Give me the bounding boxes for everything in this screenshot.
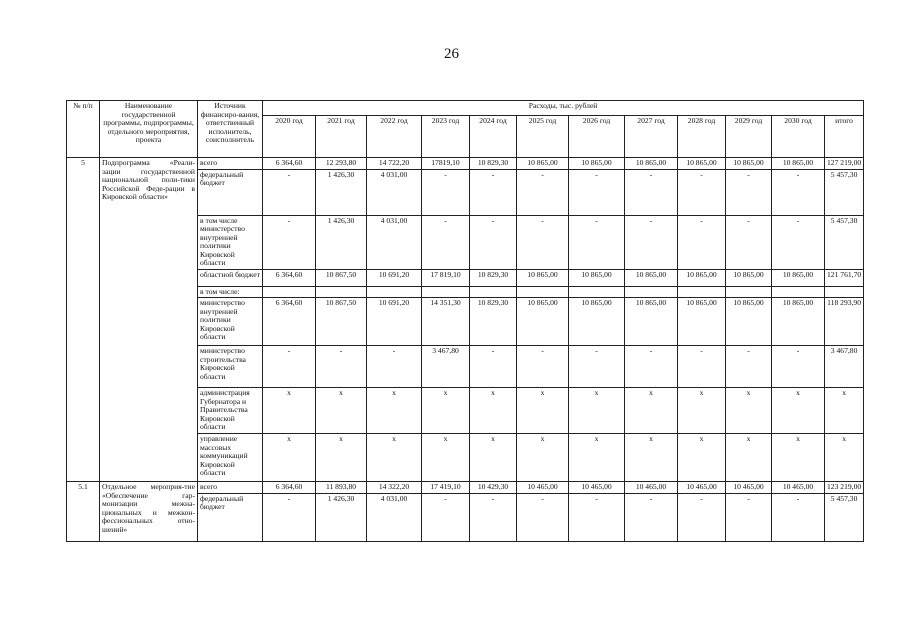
expense-value: - — [263, 169, 316, 215]
expense-value: x — [625, 434, 678, 482]
expense-value — [367, 286, 422, 298]
expense-value: - — [470, 215, 517, 269]
header-year: 2022 год — [367, 116, 422, 158]
expense-value: 17 419,10 — [422, 482, 470, 494]
expense-value: - — [625, 169, 678, 215]
expense-value: 121 761,70 — [825, 269, 864, 286]
expense-value: 10 865,00 — [625, 298, 678, 346]
expense-value: x — [470, 388, 517, 434]
expense-value: 14 722,20 — [367, 158, 422, 170]
expense-value — [726, 286, 772, 298]
expense-value: - — [367, 346, 422, 388]
funding-source: всего — [198, 482, 263, 494]
expense-value: x — [517, 434, 569, 482]
expense-value — [470, 286, 517, 298]
header-year: итого — [825, 116, 864, 158]
expense-value: - — [678, 493, 726, 541]
expense-value: 10 865,00 — [569, 269, 625, 286]
expense-value: - — [517, 215, 569, 269]
expense-value: x — [422, 388, 470, 434]
expense-value: 10 865,00 — [569, 158, 625, 170]
expense-value: 10 829,30 — [470, 298, 517, 346]
expense-value: - — [772, 346, 825, 388]
expense-value: - — [772, 215, 825, 269]
expense-value: 10 865,00 — [678, 298, 726, 346]
expense-value: - — [625, 493, 678, 541]
expense-value — [422, 286, 470, 298]
expense-value: 5 457,30 — [825, 215, 864, 269]
expense-value: 10 865,00 — [517, 269, 569, 286]
expense-value: - — [726, 493, 772, 541]
expense-value: - — [726, 346, 772, 388]
expense-value: 10 865,00 — [517, 158, 569, 170]
funding-source: федеральный бюджет — [198, 493, 263, 541]
expense-value: 12 293,80 — [316, 158, 367, 170]
expense-value: - — [678, 215, 726, 269]
funding-source: всего — [198, 158, 263, 170]
expense-value: - — [772, 493, 825, 541]
expense-value: 1 426,30 — [316, 215, 367, 269]
expense-value: x — [678, 388, 726, 434]
expense-value: - — [263, 215, 316, 269]
expense-value: - — [470, 169, 517, 215]
expense-value: 14 351,30 — [422, 298, 470, 346]
expense-value: 10 465,00 — [678, 482, 726, 494]
expense-value: 3 467,80 — [825, 346, 864, 388]
expense-value: 10 865,00 — [726, 269, 772, 286]
table-row — [67, 482, 864, 494]
expense-value: 10 865,00 — [772, 269, 825, 286]
expense-value: - — [263, 346, 316, 388]
expense-value — [316, 286, 367, 298]
funding-source: в том числе: — [198, 286, 263, 298]
header-year: 2025 год — [517, 116, 569, 158]
expense-value: - — [625, 215, 678, 269]
expense-value: - — [422, 215, 470, 269]
expense-value: 10 691,20 — [367, 269, 422, 286]
expense-value — [625, 286, 678, 298]
expense-value: 5 457,30 — [825, 493, 864, 541]
expense-value: 10 865,00 — [726, 158, 772, 170]
expense-value: x — [825, 388, 864, 434]
expense-value — [263, 286, 316, 298]
expense-value: x — [263, 434, 316, 482]
expense-value: 10 865,00 — [772, 298, 825, 346]
expense-value: - — [263, 493, 316, 541]
funding-source: в том числе министерство внутренней политики Кировской области — [198, 215, 263, 269]
item-name: Подпрограмма «Реали-зации государственной национальной поли-тики Российской Феде-рации в Кировской области» — [100, 158, 198, 482]
expense-value: 10 829,30 — [470, 269, 517, 286]
expense-value: x — [726, 388, 772, 434]
expense-value — [569, 286, 625, 298]
expense-value: x — [569, 388, 625, 434]
header-year: 2024 год — [470, 116, 517, 158]
expense-value: 6 364,60 — [263, 482, 316, 494]
expense-value: 10 691,20 — [367, 298, 422, 346]
expense-value: x — [569, 434, 625, 482]
expense-value: 10 829,30 — [470, 158, 517, 170]
header-year: 2021 год — [316, 116, 367, 158]
expense-value: 10 867,50 — [316, 269, 367, 286]
expense-value: - — [517, 493, 569, 541]
item-name: Отдельное мероприя-тие «Обеспечение гар-монизации межна-циональных и межкон-фессиональных отно-шений» — [100, 482, 198, 542]
expense-value: 3 467,80 — [422, 346, 470, 388]
expense-value: x — [263, 388, 316, 434]
expense-value: 118 293,90 — [825, 298, 864, 346]
expense-value: 10 865,00 — [625, 269, 678, 286]
expense-value: x — [625, 388, 678, 434]
expense-value: 1 426,30 — [316, 493, 367, 541]
header-expenses: Расходы, тыс. рублей — [263, 101, 864, 116]
expense-value: - — [569, 493, 625, 541]
expense-value: - — [517, 169, 569, 215]
expense-value: - — [726, 215, 772, 269]
header-name: Наименование государственной программы, подпрограммы, отдельного мероприятия, проекта — [100, 101, 198, 158]
expense-value: x — [316, 434, 367, 482]
expense-value: - — [422, 169, 470, 215]
expense-value: 17819,10 — [422, 158, 470, 170]
header-no: № п/п — [67, 101, 100, 158]
table-row — [67, 158, 864, 170]
expense-value: x — [772, 388, 825, 434]
expense-value: 10 865,00 — [678, 269, 726, 286]
expense-value: - — [517, 346, 569, 388]
expense-value: - — [678, 346, 726, 388]
expense-value: x — [678, 434, 726, 482]
expense-value — [825, 286, 864, 298]
expense-value: 10 465,00 — [726, 482, 772, 494]
expense-value: 127 219,00 — [825, 158, 864, 170]
expense-value: x — [470, 434, 517, 482]
expense-value: 10 465,00 — [625, 482, 678, 494]
expense-value: 5 457,30 — [825, 169, 864, 215]
header-year: 2027 год — [625, 116, 678, 158]
expense-value: - — [569, 346, 625, 388]
header-year: 2026 год — [569, 116, 625, 158]
expense-value: x — [422, 434, 470, 482]
expense-value: - — [726, 169, 772, 215]
expense-value: 10 465,00 — [772, 482, 825, 494]
expense-value: 10 865,00 — [625, 158, 678, 170]
expense-value: 6 364,60 — [263, 158, 316, 170]
header-year: 2030 год — [772, 116, 825, 158]
expense-value: - — [470, 493, 517, 541]
funding-source: управление массовых коммуникаций Кировской области — [198, 434, 263, 482]
expense-value: x — [517, 388, 569, 434]
funding-source: министерство внутренней политики Кировской области — [198, 298, 263, 346]
header-year: 2029 год — [726, 116, 772, 158]
expense-value: - — [772, 169, 825, 215]
expense-value: 10 865,00 — [569, 298, 625, 346]
page-number: 26 — [444, 46, 459, 62]
expense-value: 123 219,00 — [825, 482, 864, 494]
expense-value: 17 819,10 — [422, 269, 470, 286]
header-year: 2028 год — [678, 116, 726, 158]
expense-value: 6 364,60 — [263, 269, 316, 286]
funding-source: администрация Губернатора и Правительства Кировской области — [198, 388, 263, 434]
expense-value: x — [825, 434, 864, 482]
expense-value: x — [726, 434, 772, 482]
expense-value: 1 426,30 — [316, 169, 367, 215]
expense-value — [772, 286, 825, 298]
funding-source: федеральный бюджет — [198, 169, 263, 215]
item-number: 5 — [67, 158, 100, 482]
expense-value: 4 031,00 — [367, 215, 422, 269]
expense-value: 10 465,00 — [517, 482, 569, 494]
expense-value: 10 865,00 — [678, 158, 726, 170]
expense-value — [678, 286, 726, 298]
expense-value: - — [422, 493, 470, 541]
expense-value: 6 364,60 — [263, 298, 316, 346]
expense-value: x — [316, 388, 367, 434]
expense-value: 11 893,80 — [316, 482, 367, 494]
expense-value: 10 867,50 — [316, 298, 367, 346]
expense-value: - — [470, 346, 517, 388]
funding-source: областной бюджет — [198, 269, 263, 286]
header-year: 2023 год — [422, 116, 470, 158]
expense-value: 4 031,00 — [367, 493, 422, 541]
expense-value: - — [678, 169, 726, 215]
expense-value: 10 865,00 — [726, 298, 772, 346]
expense-value: - — [625, 346, 678, 388]
expense-value: x — [772, 434, 825, 482]
funding-source: министерство строительства Кировской области — [198, 346, 263, 388]
expense-value: 10 465,00 — [569, 482, 625, 494]
expense-value — [517, 286, 569, 298]
expenses-table — [66, 100, 864, 542]
expense-value: 10 865,00 — [517, 298, 569, 346]
expense-value: - — [316, 346, 367, 388]
item-number: 5.1 — [67, 482, 100, 542]
expense-value: 10 865,00 — [772, 158, 825, 170]
expense-value: - — [569, 215, 625, 269]
expense-value: 4 031,00 — [367, 169, 422, 215]
header-year: 2020 год — [263, 116, 316, 158]
expense-value: 10 429,30 — [470, 482, 517, 494]
expense-value: - — [569, 169, 625, 215]
expense-value: 14 322,20 — [367, 482, 422, 494]
expense-value: x — [367, 388, 422, 434]
expense-value: x — [367, 434, 422, 482]
header-source: Источник финансиро-вания, ответственный исполнитель, соисполнитель — [198, 101, 263, 158]
